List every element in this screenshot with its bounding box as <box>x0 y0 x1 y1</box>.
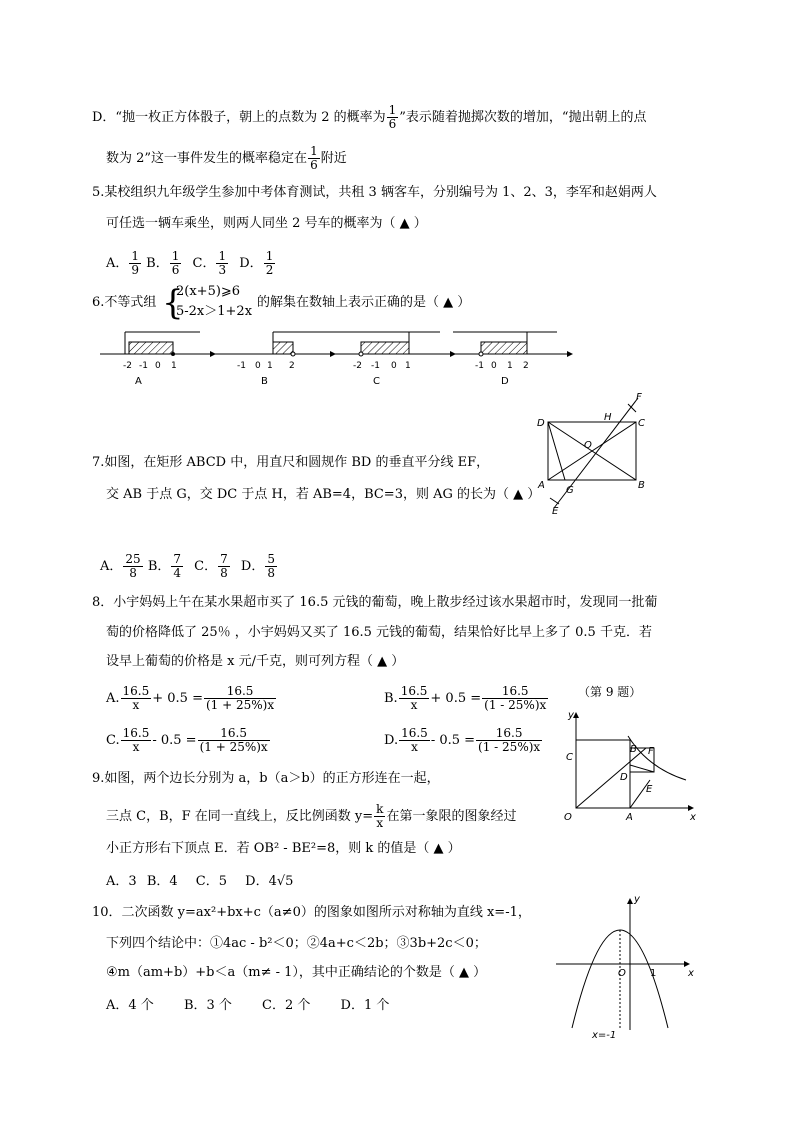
label-o: O <box>618 968 626 979</box>
option-c[interactable]: C．5 <box>195 874 227 889</box>
axis-x: x <box>688 968 694 979</box>
option-d[interactable]: D．4√5 <box>245 874 294 889</box>
option-b[interactable]: B．4 <box>146 874 178 889</box>
tick-label: -1 <box>475 361 484 371</box>
q8-line3: 设早上葡萄的价格是 x 元/千克，则可列方程（ ▲ ） <box>106 654 405 669</box>
axis-y: y <box>568 710 574 721</box>
tick-label: -1 <box>371 361 380 371</box>
q8-option-a[interactable]: A. $\frac{16.5}{x}$ + 0.5 = $\frac{16.5}{(1 + 25\%)x}$ <box>106 684 275 712</box>
label-d: D <box>620 772 628 783</box>
option-b[interactable]: B．3 个 <box>183 998 232 1013</box>
q7-rectangle-figure <box>532 390 652 515</box>
q9-caption: （第 9 题） <box>578 685 642 699</box>
q5-line2: 可任选一辆车乘坐，则两人同坐 2 号车的概率为（ ▲ ） <box>106 216 427 231</box>
axis-y: y <box>634 894 640 905</box>
tick-label: -1 <box>139 361 148 371</box>
q10-line3: ④m（am+b）+b＜a（m≠ - 1），其中正确结论的个数是（ ▲ ） <box>106 965 487 980</box>
label-h: H <box>604 412 612 423</box>
q6-suffix: 的解集在数轴上表示正确的是（ ▲ ） <box>257 295 471 310</box>
label-f: F <box>636 392 642 403</box>
option-c[interactable]: C． $\frac{1}{3}$ <box>192 249 227 277</box>
q6-ineq2: 5-2x＞1+2x <box>176 304 253 319</box>
label-c: C <box>566 752 573 763</box>
option-d[interactable]: D．1 个 <box>340 998 390 1013</box>
q9-line2: 三点 C，B，F 在同一直线上，反比例函数 y= $\frac{k}{x}$ 在第一象限的图象经过 <box>106 802 517 830</box>
q6-ineq1: 2(x+5)⩾6 <box>176 284 241 299</box>
option-b[interactable]: B． $\frac{7}{4}$ <box>147 552 182 580</box>
axis-x: x <box>690 812 696 823</box>
axis-label-c: C <box>373 376 380 387</box>
q9-squares-figure <box>558 710 708 825</box>
tick-label: 1 <box>405 361 411 371</box>
label-b: B <box>630 744 637 755</box>
tick-label: 1 <box>267 361 273 371</box>
q9-options <box>106 872 293 892</box>
q-d-line1: D．“抛一枚正方体骰子，朝上的点数为 2 的概率为 $\frac{1}{6}$ ”表示随着抛掷次数的增加，“抛出朝上的点 <box>92 103 647 131</box>
label-e: E <box>552 506 559 515</box>
tick-label: 0 <box>391 361 397 371</box>
tick-label: 1 <box>171 361 177 371</box>
number-lines-figure <box>95 322 585 390</box>
tick-label: 0 <box>155 361 161 371</box>
brace: { <box>162 283 184 323</box>
label-a: A <box>538 480 545 491</box>
axis-label-d: D <box>501 376 509 387</box>
q10-options <box>106 996 389 1016</box>
label-d: D <box>537 418 545 429</box>
label-f: F <box>648 746 654 757</box>
q6-prefix: 6.不等式组 <box>92 295 157 310</box>
axis-label-b: B <box>261 376 268 387</box>
q8-line2: 萄的价格降低了 25％ ，小宇妈妈又买了 16.5 元钱的葡萄，结果恰好比早上多了 0.5 千克．若 <box>106 625 652 640</box>
option-a[interactable]: A．4 个 <box>106 998 154 1013</box>
q7-options <box>100 553 278 580</box>
number-line-b[interactable] <box>213 332 336 387</box>
fraction: $\frac{1}{6}$ <box>388 103 397 131</box>
fraction: $\frac{1}{6}$ <box>310 144 318 172</box>
q10-line2: 下列四个结论中：①4ac - b²＜0；②4a+c＜2b；③3b+2c＜0； <box>106 936 487 951</box>
option-d[interactable]: D． $\frac{1}{2}$ <box>239 249 274 277</box>
tick-label: -2 <box>123 361 132 371</box>
tick-label: 2 <box>289 361 295 371</box>
tick-label: 0 <box>255 361 261 371</box>
q8-line1: 8．小宇妈妈上午在某水果超市买了 16.5 元钱的葡萄，晚上散步经过该水果超市时，发现同一批葡 <box>92 595 658 610</box>
q8-option-b[interactable]: B. $\frac{16.5}{x}$ + 0.5 = $\frac{16.5}{(1 - 25\%)x}$ <box>384 684 547 712</box>
option-a[interactable]: A． $\frac{1}{9}$ <box>106 249 140 277</box>
tick-label: 2 <box>523 361 529 371</box>
number-line-d[interactable] <box>453 332 573 387</box>
option-c[interactable]: C． $\frac{7}{8}$ <box>194 552 228 580</box>
axis-label-a: A <box>135 376 142 387</box>
axis-of-symmetry-label: x=-1 <box>592 1030 617 1040</box>
q8-option-c[interactable]: C. $\frac{16.5}{x}$ - 0.5 = $\frac{16.5}{(1 + 25\%)x}$ <box>106 726 268 754</box>
label-one: 1 <box>650 968 657 979</box>
number-line-a[interactable] <box>100 332 216 387</box>
label-e: E <box>646 784 653 795</box>
number-line-c[interactable] <box>333 332 456 387</box>
fraction: $\frac{k}{x}$ <box>376 802 384 830</box>
q10-line1: 10．二次函数 y=ax²+bx+c（a≠0）的图象如图所示对称轴为直线 x=-1， <box>92 905 531 920</box>
label-g: G <box>566 485 574 496</box>
option-d[interactable]: D． $\frac{5}{8}$ <box>240 552 275 580</box>
tick-label: -1 <box>237 361 246 371</box>
q9-line1: 9.如图，两个边长分别为 a，b（a＞b）的正方形连在一起， <box>92 771 440 786</box>
label-a: A <box>626 812 633 823</box>
q7-line1: 7.如图，在矩形 ABCD 中，用直尺和圆规作 BD 的垂直平分线 EF， <box>92 455 490 470</box>
q-d-line2: 数为 2”这一事件发生的概率稳定在 $\frac{1}{6}$ 附近 <box>106 144 347 172</box>
label-o: O <box>564 812 572 823</box>
label-c: C <box>638 418 645 429</box>
q5-options <box>106 250 276 277</box>
option-b[interactable]: B． $\frac{1}{6}$ <box>146 249 180 277</box>
option-a[interactable]: A．3 <box>106 874 137 889</box>
label-b: B <box>638 480 645 491</box>
tick-label: 0 <box>491 361 497 371</box>
q8-option-d[interactable]: D. $\frac{16.5}{x}$ - 0.5 = $\frac{16.5}{(1 - 25\%)x}$ <box>384 726 541 754</box>
label-o: O <box>584 440 592 451</box>
q9-line3: 小正方形右下顶点 E．若 OB² - BE²=8，则 k 的值是（ ▲ ） <box>106 841 461 856</box>
option-a[interactable]: A． $\frac{25}{8}$ <box>100 552 141 580</box>
tick-label: 1 <box>507 361 513 371</box>
tick-label: -2 <box>353 361 362 371</box>
q7-line2: 交 AB 于点 G，交 DC 于点 H，若 AB=4，BC=3，则 AG 的长为（ ▲ ） <box>106 487 541 502</box>
option-c[interactable]: C．2 个 <box>262 998 311 1013</box>
q10-parabola-figure <box>552 890 702 1040</box>
q5-line1: 5.某校组织九年级学生参加中考体育测试，共租 3 辆客车，分别编号为 1、2、3，李军和赵娟两人 <box>92 185 657 200</box>
